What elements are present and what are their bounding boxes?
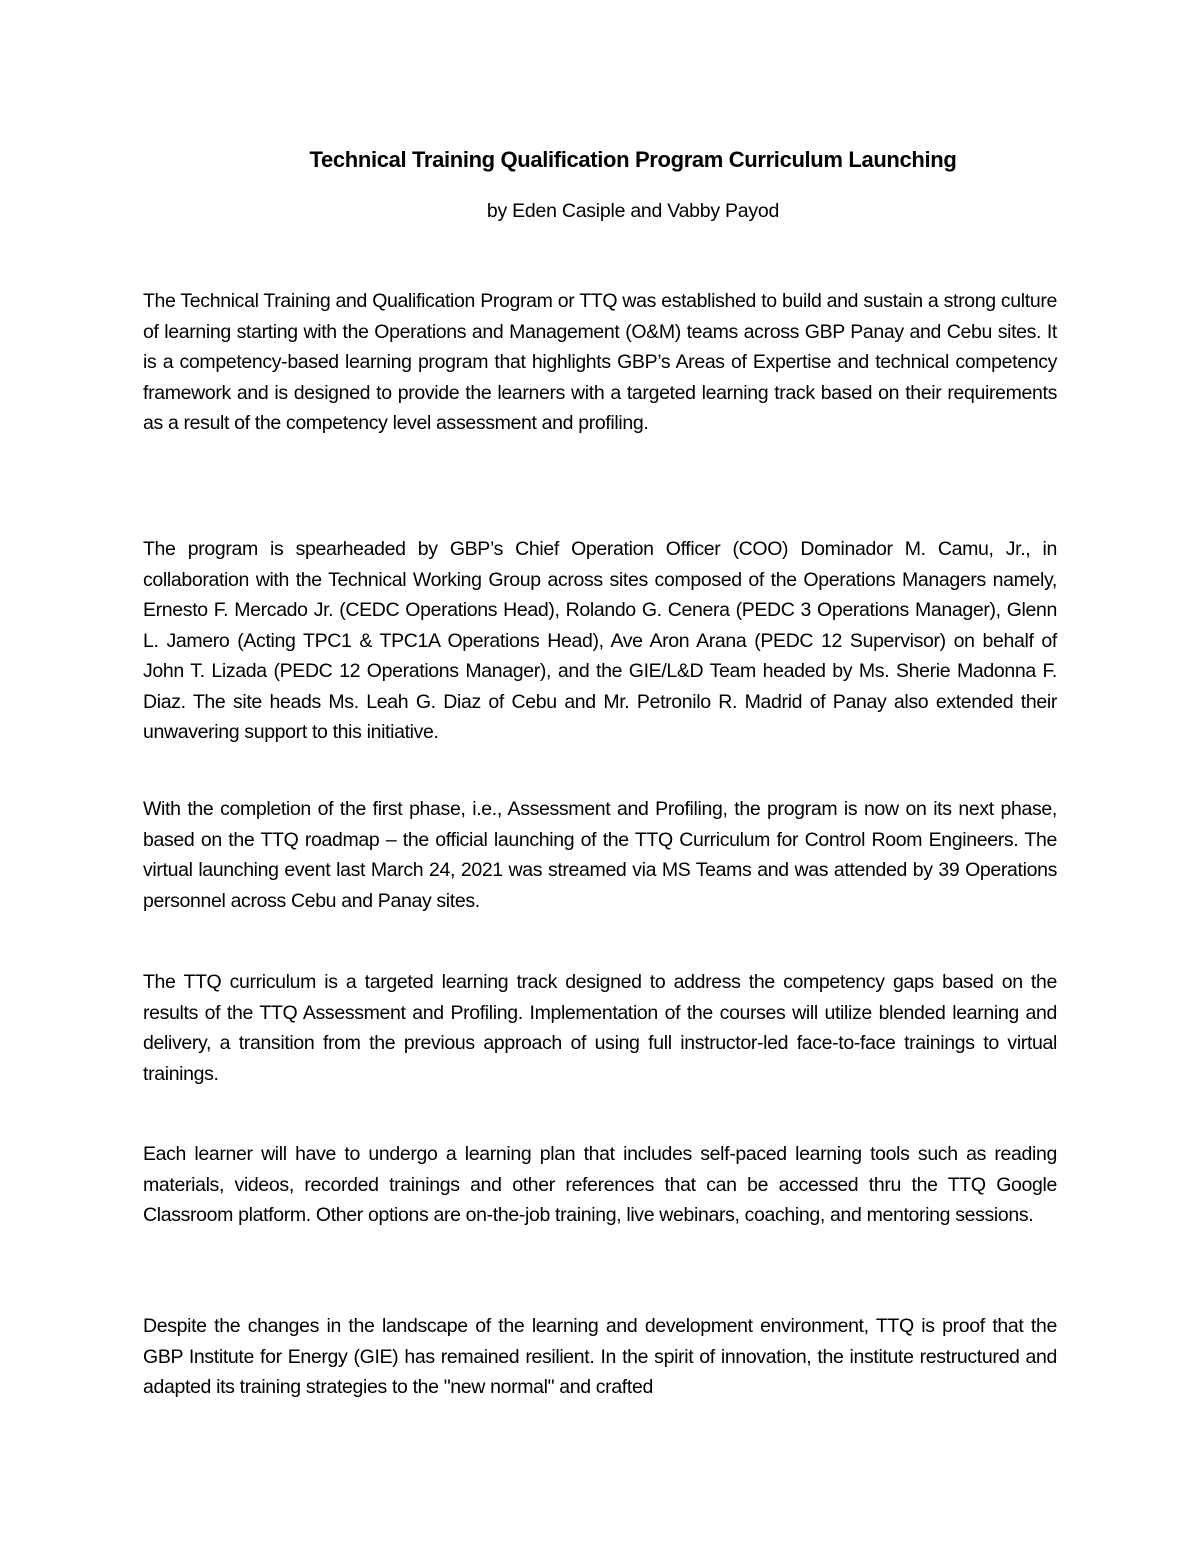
document-title: Technical Training Qualification Program Curriculum Launching xyxy=(309,147,957,172)
paragraph-resilience: Despite the changes in the landscape of the learning and development environment, TTQ is proof that the GBP Institute for Energy (GIE) has remained resilient. In the spirit of innovation, the institute restructured and adapted its training strategies to the "new normal" and crafted xyxy=(143,1315,1057,1398)
paragraph-ttq-overview: The Technical Training and Qualification Program or TTQ was established to build and sustain a strong culture of learning starting with the Operations and Management (O&M) teams across GBP Panay and Cebu sites. It is a competency-based learning program that highlights GBP’s Areas of Expertise and technical competency framework and is designed to provide the learners with a targeted learning track based on their requirements as a result of the competency level assessment and profiling. xyxy=(143,290,1057,434)
paragraph-curriculum: The TTQ curriculum is a targeted learning track designed to address the competency gaps based on the results of the TTQ Assessment and Profiling. Implementation of the courses will utilize blended learning and delivery, a transition from the previous approach of using full instructor-led face-to-face trainings to virtual trainings. xyxy=(143,971,1057,1085)
paragraph-program-leadership: The program is spearheaded by GBP’s Chief Operation Officer (COO) Dominador M. Camu, Jr., in collaboration with the Technical Working Group across sites composed of the Operations Managers namely, Ernesto F. Mercado Jr. (CEDC Operations Head), Rolando G. Cenera (PEDC 3 Operations Manager), Glenn L. Jamero (Acting TPC1 & TPC1A Operations Head), Ave Aron Arana (PEDC 12 Supervisor) on behalf of John T. Lizada (PEDC 12 Operations Manager), and the GIE/L&D Team headed by Ms. Sherie Madonna F. Diaz. The site heads Ms. Leah G. Diaz of Cebu and Mr. Petronilo R. Madrid of Panay also extended their unwavering support to this initiative. xyxy=(143,538,1057,743)
paragraph-launch-event: With the completion of the first phase, i.e., Assessment and Profiling, the program is now on its next phase, based on the TTQ roadmap – the official launching of the TTQ Curriculum for Control Room Engineers. The virtual launching event last March 24, 2021 was streamed via MS Teams and was attended by 39 Operations personnel across Cebu and Panay sites. xyxy=(143,798,1057,912)
document-byline: by Eden Casiple and Vabby Payod xyxy=(486,200,780,222)
paragraph-learning-plan: Each learner will have to undergo a learning plan that includes self-paced learning tools such as reading materials, videos, recorded trainings and other references that can be accessed thru the TTQ Google Classroom platform. Other options are on-the-job training, live webinars, coaching, and mentoring sessions. xyxy=(143,1143,1057,1226)
